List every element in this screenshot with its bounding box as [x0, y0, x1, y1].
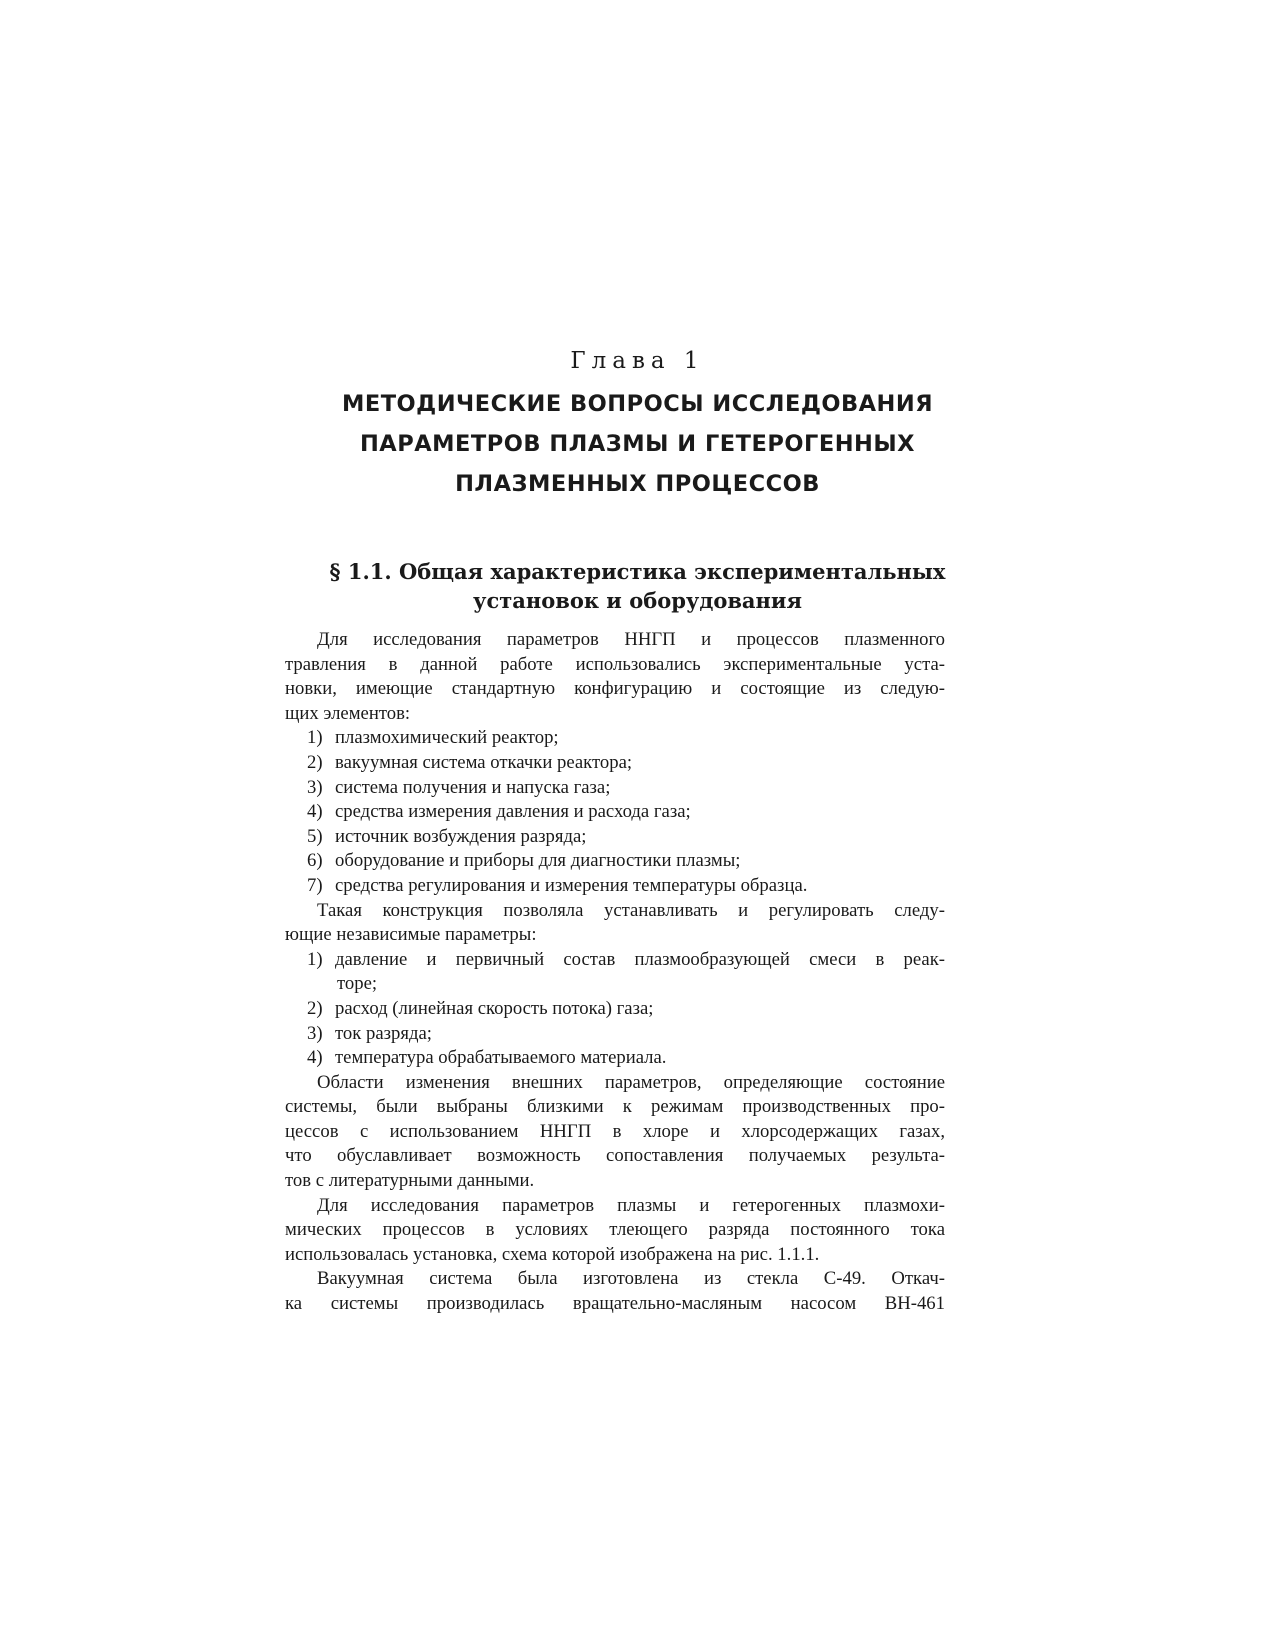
list-item: [285, 800, 945, 825]
list-item: [285, 849, 945, 874]
list-item-text: средства измерения давления и расхода газа;: [335, 801, 691, 823]
list-item-number: 1): [307, 727, 323, 749]
text-line: системы, были выбраны близкими к режимам производственных про-: [285, 1096, 945, 1118]
list-item: [285, 1046, 945, 1071]
list-item-number: 7): [307, 874, 323, 896]
text-line: ка системы производилась вращательно-масляным насосом ВН-461: [285, 1293, 945, 1315]
text-line: мических процессов в условиях тлеющего разряда постоянного тока: [285, 1219, 945, 1241]
chapter-title-line: ПЛАЗМЕННЫХ ПРОЦЕССОВ: [455, 471, 820, 497]
section-title-line: § 1.1. Общая характеристика экспериментальных: [329, 559, 946, 584]
list-item-text: температура обрабатываемого материала.: [335, 1047, 667, 1069]
list-item: [285, 997, 945, 1022]
text-line: цессов с использованием ННГП в хлоре и хлорсодержащих газах,: [285, 1120, 945, 1142]
chapter-title: [0, 384, 1275, 504]
list-item-text: давление и первичный состав плазмообразующей смеси в реак-: [335, 948, 945, 970]
list-item-number: 4): [307, 801, 323, 823]
text-line: травления в данной работе использовались экспериментальные уста-: [285, 653, 945, 675]
list-item-number: 4): [307, 1047, 323, 1069]
text-line: тов с литературными данными.: [285, 1170, 535, 1192]
text-line: Такая конструкция позволяла устанавливать и регулировать следу-: [317, 899, 945, 921]
list-item: [285, 1022, 945, 1047]
text-line: Области изменения внешних параметров, определяющие состояние: [317, 1071, 945, 1093]
section-title-line: установок и оборудования: [473, 588, 802, 613]
list-item: [285, 751, 945, 776]
list-item-continuation: торе;: [337, 973, 378, 995]
text-line: щих элементов:: [285, 702, 411, 724]
list-item: [285, 726, 945, 751]
list-item: [285, 776, 945, 801]
list-item-text: вакуумная система откачки реактора;: [335, 751, 633, 773]
paragraph-5: [285, 1267, 945, 1316]
section-title: [0, 557, 1275, 615]
text-line: что обуславливает возможность сопоставления получаемых результа-: [285, 1145, 945, 1167]
text-line: ющие независимые параметры:: [285, 924, 537, 946]
list-item-text: расход (линейная скорость потока) газа;: [335, 997, 654, 1019]
list-item-number: 2): [307, 751, 323, 773]
list-item-number: 6): [307, 850, 323, 872]
list-item-text: плазмохимический реактор;: [335, 727, 559, 749]
paragraph-4: [285, 1194, 945, 1268]
list-item-number: 1): [307, 948, 323, 970]
list-item-text: оборудование и приборы для диагностики плазмы;: [335, 850, 741, 872]
list-item: [285, 948, 945, 973]
chapter-title-line: МЕТОДИЧЕСКИЕ ВОПРОСЫ ИССЛЕДОВАНИЯ: [341, 391, 934, 417]
list-item-text: источник возбуждения разряда;: [335, 825, 587, 847]
body-text: [285, 628, 945, 1317]
paragraph-2: [285, 899, 945, 948]
chapter-title-line: ПАРАМЕТРОВ ПЛАЗМЫ И ГЕТЕРОГЕННЫХ: [359, 431, 916, 457]
list-item-text: система получения и напуска газа;: [335, 776, 611, 798]
list-item-number: 3): [307, 776, 323, 798]
chapter-label: Глава 1: [570, 348, 705, 374]
text-line: Для исследования параметров ННГП и процессов плазменного: [317, 629, 945, 650]
list-item: [285, 874, 945, 899]
list-item-number: 3): [307, 1022, 323, 1044]
text-line: новки, имеющие стандартную конфигурацию и состоящие из следую-: [285, 678, 945, 700]
text-line: Вакуумная система была изготовлена из стекла С-49. Откач-: [317, 1268, 945, 1290]
parameters-list: [285, 948, 945, 1071]
list-item: [285, 825, 945, 850]
text-line: Для исследования параметров плазмы и гетерогенных плазмохи-: [317, 1194, 945, 1216]
list-item-text: средства регулирования и измерения температуры образца.: [335, 874, 808, 896]
list-item-number: 2): [307, 997, 323, 1019]
paragraph-1: [285, 628, 945, 726]
list-item-number: 5): [307, 825, 323, 847]
paragraph-3: [285, 1071, 945, 1194]
list-item-text: ток разряда;: [335, 1022, 432, 1044]
equipment-list: [285, 726, 945, 898]
text-line: использовалась установка, схема которой изображена на рис. 1.1.1.: [285, 1243, 820, 1265]
